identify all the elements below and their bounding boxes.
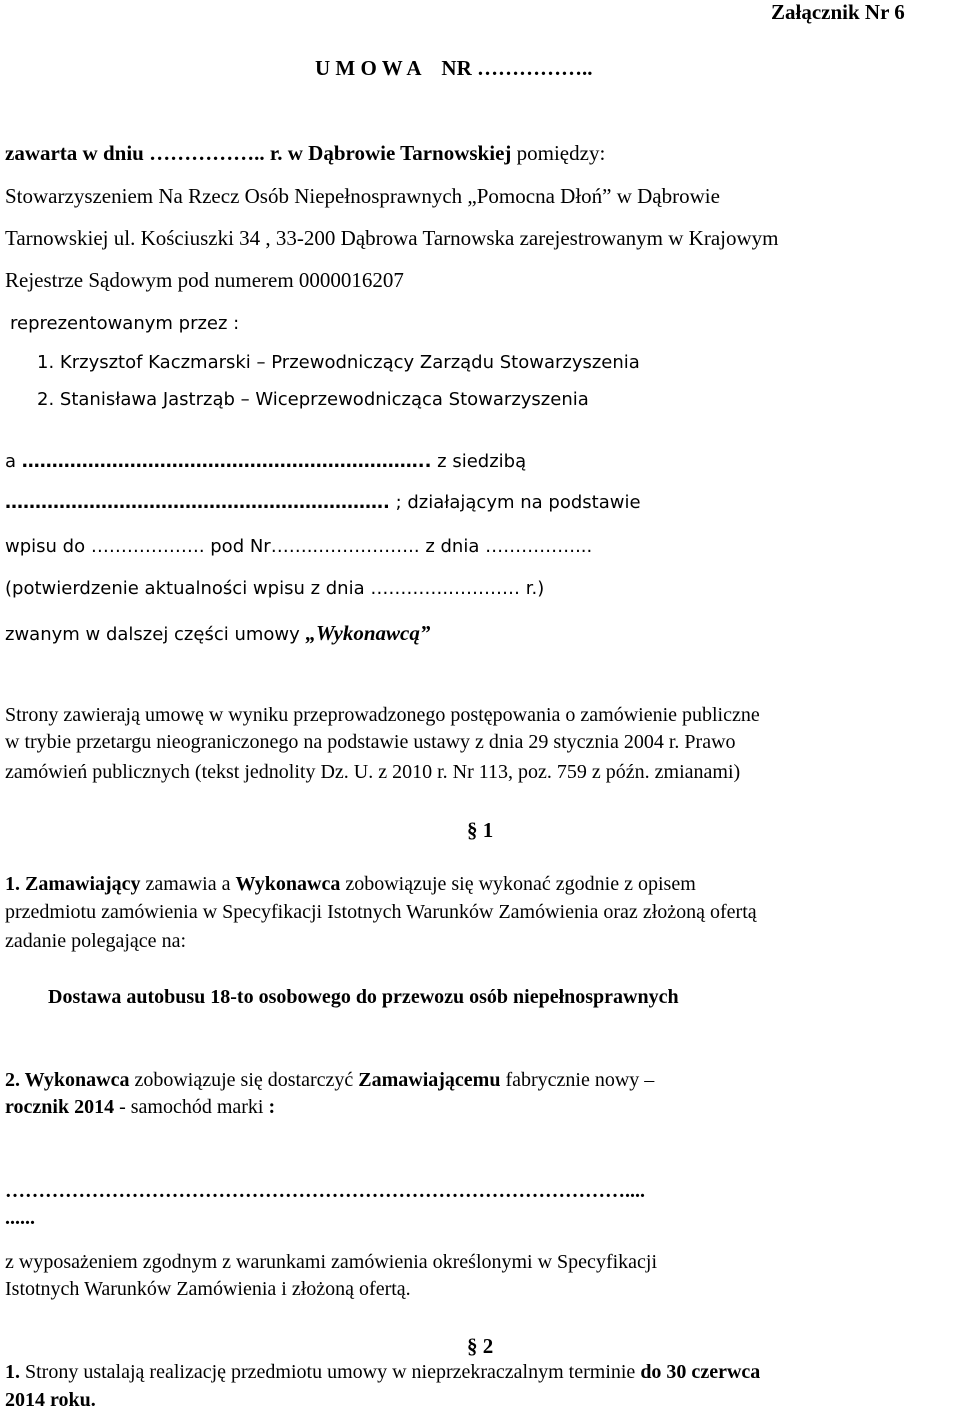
section2-para1-line1: 1. Strony ustalają realizację przedmiotu umowy w nieprzekraczalnym terminie do 30 czerwca xyxy=(5,1361,761,1383)
contract-title: U M O W A NR …………….. xyxy=(315,56,593,80)
party1-line2: Tarnowskiej ul. Kościuszki 34 , 33-200 Dąbrowa Tarnowska zarejestrowanym w Krajowym xyxy=(5,226,779,250)
equipment-line1: z wyposażeniem zgodnym z warunkami zamówienia określonymi w Specyfikacji xyxy=(5,1251,658,1273)
section1-para1-line1: 1. Zamawiający zamawia a Wykonawca zobowiązuje się wykonać zgodnie z opisem xyxy=(5,873,696,895)
contractor-registry-line: wpisu do ………………. pod Nr……..…………….. z dnia ……………... xyxy=(5,536,593,557)
section1-para2-line1: 2. Wykonawca zobowiązuje się dostarczyć Zamawiającemu fabrycznie nowy – xyxy=(5,1069,655,1091)
attachment-label: Załącznik Nr 6 xyxy=(771,0,905,24)
intro-line2: w trybie przetargu nieograniczonego na podstawie ustawy z dnia 29 stycznia 2004 r. Prawo xyxy=(5,731,736,753)
section1-heading: § 1 xyxy=(467,818,494,842)
vehicle-make-dots-line1: ………………………………………………………………………………….... xyxy=(5,1180,645,1202)
contract-subject: Dostawa autobusu 18-to osobowego do przewozu osób niepełnosprawnych xyxy=(48,986,679,1008)
section2-heading: § 2 xyxy=(467,1334,494,1358)
section1-para1-line2: przedmiotu zamówienia w Specyfikacji Istotnych Warunków Zamówienia oraz złożoną ofertą xyxy=(5,901,757,923)
representative-item: 1. Krzysztof Kaczmarski – Przewodniczący Zarządu Stowarzyszenia xyxy=(37,352,640,373)
party1-line3: Rejestrze Sądowym pod numerem 0000016207 xyxy=(5,268,404,292)
representatives-list xyxy=(37,351,640,425)
section2-para1-line2: 2014 roku. xyxy=(5,1389,96,1411)
vehicle-make-dots-line2: ...... xyxy=(5,1207,35,1229)
contractor-name-line: a ………………………………………………………….. z siedzibą xyxy=(5,451,527,472)
concluded-line: zawarta w dniu …………….. r. w Dąbrowie Tarnowskiej pomiędzy: xyxy=(5,141,606,165)
section1-para1-line3: zadanie polegające na: xyxy=(5,930,186,952)
represented-by: reprezentowanym przez : xyxy=(10,313,240,334)
intro-line3: zamówień publicznych (tekst jednolity Dz. U. z 2010 r. Nr 113, poz. 759 z późn. zmianami) xyxy=(5,761,741,783)
contractor-called-line: zwanym w dalszej części umowy „Wykonawcą” xyxy=(5,621,431,645)
contractor-seat-line: ………………………………………………………. ; działającym na podstawie xyxy=(5,492,641,513)
equipment-line2: Istotnych Warunków Zamówienia i złożoną ofertą. xyxy=(5,1278,411,1300)
intro-line1: Strony zawierają umowę w wyniku przeprowadzonego postępowania o zamówienie publiczne xyxy=(5,704,760,726)
party1-line1: Stowarzyszeniem Na Rzecz Osób Niepełnosprawnych „Pomocna Dłoń” w Dąbrowie xyxy=(5,184,720,208)
section1-para2-line2: rocznik 2014 - samochód marki : xyxy=(5,1096,276,1118)
representative-item: 2. Stanisława Jastrząb – Wiceprzewodnicząca Stowarzyszenia xyxy=(37,389,589,410)
contractor-confirm-line: (potwierdzenie aktualności wpisu z dnia ………….………… r.) xyxy=(5,578,545,599)
